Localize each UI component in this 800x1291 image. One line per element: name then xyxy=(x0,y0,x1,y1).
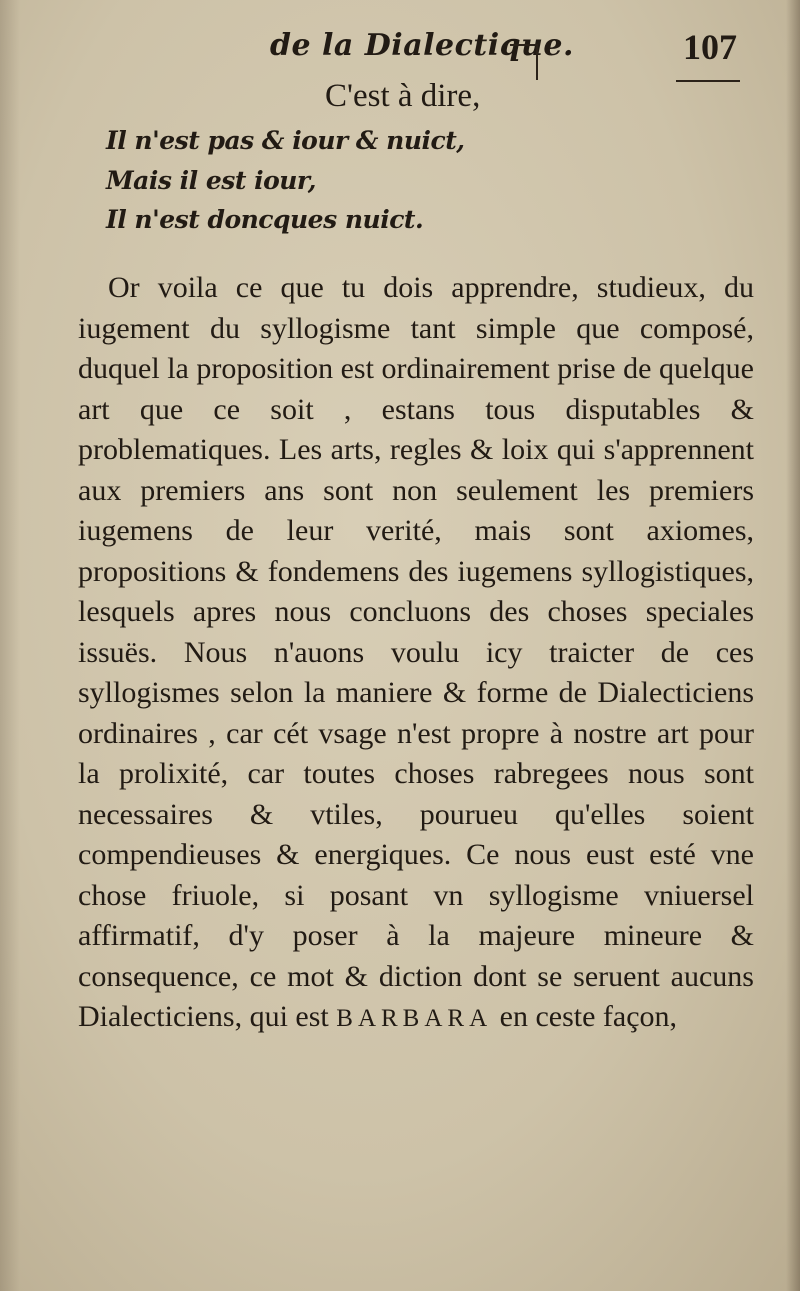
body-text-end: en ceste façon, xyxy=(499,1000,678,1033)
body-paragraph-block xyxy=(78,268,754,1040)
page-shadow-right xyxy=(786,0,800,1291)
running-title: de la Dialectique. xyxy=(270,28,574,63)
running-title-bracket xyxy=(510,44,538,80)
body-text: Or voila ce que tu dois apprendre, studieux, du iugement du syllogisme tant simple que composé, duquel la proposition est ordinairement prise de quelque art que ce soit , estans tous disputables & problematiques. Les arts, regles & loix qui s'apprennent aux premiers ans sont non seulement les premiers iugemens de leur verité, mais sont axiomes, propositions & fondemens des iugemens syllogistiques, lesquels apres nous concluons des choses speciales issuës. Nous n'auons voulu icy traicter de ces syllogismes selon la maniere & forme de Dialecticiens ordinaires , car cét vsage n'est propre à nostre art pour la prolixité, car toutes choses rabregees nous sont necessaires & vtiles, pourueu qu'elles soient compendieuses & energiques. Ce nous eust esté vne chose friuole, si posant vn syllogisme vniuersel affirmatif, d'y poser à la majeure mineure & consequence, ce mot & diction dont se seruent aucuns Dialecticiens, qui est xyxy=(78,271,754,1033)
example-line-3: Il n'est doncques nuict. xyxy=(106,205,424,234)
example-line-1: Il n'est pas & iour & nuict, xyxy=(106,126,465,155)
body-paragraph xyxy=(78,268,754,1040)
example-intro: C'est à dire, xyxy=(325,78,481,114)
page-number: 107 xyxy=(683,27,737,67)
page-shadow-left xyxy=(0,0,20,1291)
example-line-2: Mais il est iour, xyxy=(106,166,316,195)
barbara-term: BARBARA xyxy=(336,1005,493,1032)
page-number-rule xyxy=(676,80,740,82)
